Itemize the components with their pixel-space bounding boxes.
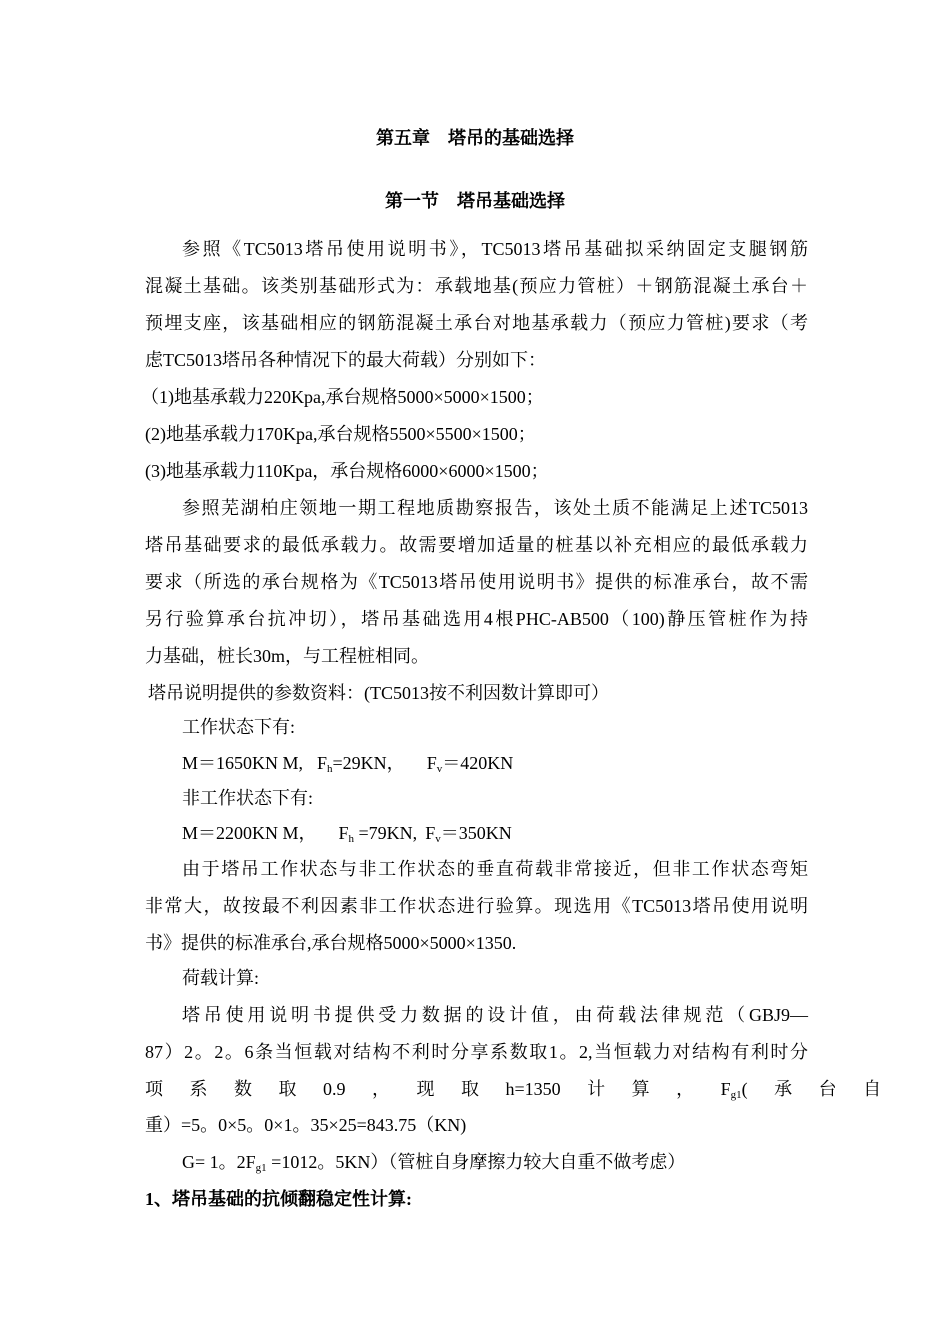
list-item-2: (2)地基承载力170Kpa,承台规格5500×5500×1500； [145,424,536,444]
working-fh-subscript: h [327,763,333,775]
paragraph-1-line-2: 混凝土基础。该类别基础形式为：承载地基(预应力管桩）＋钢筋混凝土承台＋ [145,276,808,296]
chapter-title: 第五章 塔吊的基础选择 [376,128,574,148]
g-formula-prefix: G= 1。2F [182,1152,256,1172]
paragraph-4-line-2: 87）2。2。6条当恒载对结构不利时分享系数取1。2,当恒载力对结构有利时分 [145,1042,808,1062]
nonworking-fh-subscript: h [348,833,355,845]
paragraph-2-line-3: 要求（所选的承台规格为《TC5013塔吊使用说明书》提供的标准承台，故不需 [145,572,808,592]
paragraph-4-line-4: 重）=5。0×5。0×1。35×25=843.75（KN) [145,1115,467,1135]
paragraph-4-line-3-tail: ( 承 台 自 [741,1079,882,1099]
paragraph-4-line-3 [145,1077,882,1101]
params-intro: 塔吊说明提供的参数资料：(TC5013按不利因数计算即可） [148,683,609,703]
nonworking-state-formula [182,821,512,845]
paragraph-2-line-5: 力基础，桩长30m，与工程桩相同。 [145,646,429,666]
working-fh-value: =29KN， [332,753,405,773]
nonworking-fv-value: ＝350KN [440,823,512,843]
nonworking-fv-subscript: v [435,833,441,845]
fg1-subscript: g1 [730,1089,742,1101]
working-fv-subscript: v [436,763,443,775]
paragraph-2-line-4: 另行验算承台抗冲切），塔吊基础选用4根PHC-AB500（100)静压管桩作为持 [145,609,808,629]
list-item-1: （1)地基承载力220Kpa,承台规格5000×5000×1500； [141,387,544,407]
paragraph-3-line-1: 由于塔吊工作状态与非工作状态的垂直荷载非常接近，但非工作状态弯矩 [182,859,808,879]
nonworking-fv-symbol: F [425,823,436,843]
paragraph-4-line-1: 塔吊使用说明书提供受力数据的设计值，由荷载法律规范（GBJ9— [182,1005,808,1025]
working-fv-symbol: F [426,753,437,773]
g-formula-subscript: g1 [255,1162,267,1174]
working-fh-symbol: F [317,753,328,773]
paragraph-2-line-1: 参照芜湖柏庄领地一期工程地质勘察报告，该处土质不能满足上述TC5013 [182,498,808,518]
working-moment: M＝1650KN M, [182,753,304,773]
g-formula [182,1150,685,1174]
g-formula-suffix: =1012。5KN）（管桩自身摩擦力较大自重不做考虑） [266,1152,686,1172]
paragraph-1-line-4: 虑TC5013塔吊各种情况下的最大荷载）分别如下： [145,350,546,370]
paragraph-1-line-3: 预埋支座，该基础相应的钢筋混凝土承台对地基承载力（预应力管桩)要求（考 [145,313,808,333]
nonworking-state-label: 非工作状态下有: [182,788,314,808]
nonworking-fh-symbol: F [338,823,349,843]
working-state-label: 工作状态下有: [182,717,296,737]
paragraph-3-line-3: 书》提供的标准承台,承台规格5000×5000×1350. [145,933,517,953]
subsection-heading-1: 1、塔吊基础的抗倾翻稳定性计算: [145,1189,412,1209]
list-item-3: (3)地基承载力110Kpa，承台规格6000×6000×1500； [145,461,549,481]
working-fv-value: ＝420KN [442,753,514,773]
nonworking-fh-value: =79KN, [354,823,418,843]
paragraph-1-line-1: 参照《TC5013塔吊使用说明书》，TC5013塔吊基础拟采纳固定支腿钢筋 [182,239,808,259]
paragraph-4-line-3-text: 项 系 数 取 0.9 ， 现 取 h=1350 计 算 ， F [145,1079,731,1099]
load-calculation-label: 荷载计算: [182,968,260,988]
section-title: 第一节 塔吊基础选择 [385,191,565,211]
nonworking-moment: M＝2200KN M， [182,823,317,843]
working-state-formula [182,751,513,775]
paragraph-3-line-2: 非常大，故按最不利因素非工作状态进行验算。现选用《TC5013塔吊使用说明 [145,896,808,916]
paragraph-2-line-2: 塔吊基础要求的最低承载力。故需要增加适量的桩基以补充相应的最低承载力 [145,535,808,555]
